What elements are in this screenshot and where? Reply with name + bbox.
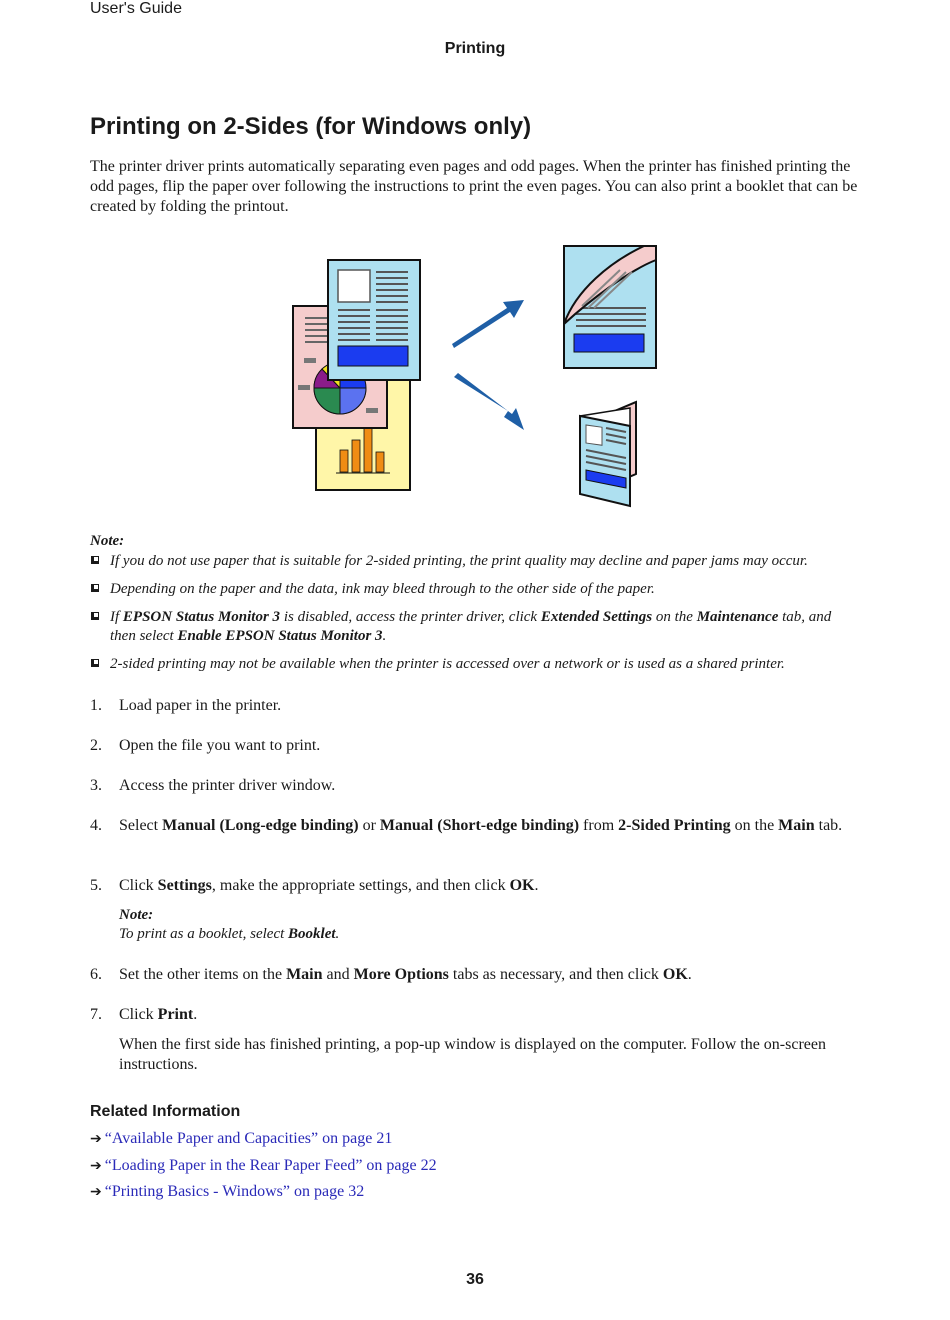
text: Select [119,817,163,834]
step-number: 1. [90,697,102,714]
bold-term: OK [509,877,535,894]
step-number: 3. [90,777,102,794]
step-text [119,876,864,896]
note-text: Depending on the paper and the data, ink may bleed through to the other side of the paper. [110,581,655,597]
two-sided-printing-illustration [280,240,680,515]
page-number: 36 [466,1271,484,1288]
text: on the [652,609,697,625]
bold-term: Extended Settings [540,609,653,625]
bold-term: 2-Sided Printing [618,817,731,834]
blue-text-page [328,260,420,380]
text: . [534,877,539,894]
related-link-text[interactable]: “Available Paper and Capacities” on page 21 [104,1130,393,1147]
note-label: Note: [90,533,125,549]
related-link-text[interactable]: “Printing Basics - Windows” on page 32 [104,1183,365,1200]
step-text: Load paper in the printer. [119,697,282,714]
related-link[interactable] [90,1183,364,1201]
step-text: Access the printer driver window. [119,777,336,794]
booklet-icon [580,402,636,506]
bold-term: Manual (Short-edge binding) [379,817,580,834]
step-number: 6. [90,966,102,983]
step-number: 2. [90,737,102,754]
text: on the [730,817,779,834]
note-block [90,533,860,683]
down-arrow-icon [454,373,524,430]
note-item [90,580,860,599]
bold-term: Settings [157,877,212,894]
section-header: Printing [444,40,506,57]
text: or [358,817,380,834]
step-text [119,965,864,985]
text: Click [119,877,158,894]
bold-term: Booklet [288,926,336,942]
step-note-label: Note: [119,907,154,923]
text: To print as a booklet, select [119,926,289,942]
step-note [119,906,859,944]
text: . [687,966,692,983]
note-item [90,608,860,646]
related-link-text[interactable]: “Loading Paper in the Rear Paper Feed” on page 22 [104,1157,437,1174]
step-text [119,816,864,836]
step-number: 7. [90,1006,102,1023]
related-link[interactable] [90,1157,437,1175]
page-title: Printing on 2-Sides (for Windows only) [90,113,532,140]
text: . [335,926,340,942]
text: is disabled, access the printer driver, click [280,609,541,625]
related-link[interactable] [90,1130,392,1148]
text: Set the other items on the [119,966,287,983]
step-number: 4. [90,817,102,834]
text: . [382,628,387,644]
intro-paragraph: The printer driver prints automatically separating even pages and odd pages. When the printer has finished printing the odd pages, flip the paper over following the instructions to print the even pages. You can also print a booklet that can be created by folding the printout. [90,158,858,215]
bold-term: Enable EPSON Status Monitor 3 [177,628,383,644]
text: , make the appropriate settings, and then click [211,877,510,894]
checkbox-bullet-icon [91,556,99,564]
bold-term: EPSON Status Monitor 3 [122,609,281,625]
note-text [110,609,831,644]
step-text: Open the file you want to print. [119,737,321,754]
text: from [579,817,619,834]
text: and [322,966,354,983]
bold-term: More Options [353,966,449,983]
step-note-text [119,925,859,944]
step-followup-text: When the first side has finished printing, a pop-up window is displayed on the computer. Follow the on-screen instructions. [119,1036,826,1073]
checkbox-bullet-icon [91,584,99,592]
right-arrow-icon: ➔ [90,1132,102,1147]
text: tab. [814,817,843,834]
related-information-heading: Related Information [90,1103,241,1120]
bold-term: OK [662,966,688,983]
note-text: If you do not use paper that is suitable for 2-sided printing, the print quality may decline and paper jams may occur. [110,553,808,569]
flipped-page-icon [564,246,656,368]
bold-term: Print [157,1006,194,1023]
step-text [119,1005,864,1025]
note-item [90,552,860,571]
bold-term: Manual (Long-edge binding) [162,817,359,834]
checkbox-bullet-icon [91,659,99,667]
bold-term: Main [286,966,323,983]
note-item [90,655,860,674]
text: tab, and then select [110,609,832,644]
bold-term: Maintenance [696,609,779,625]
text: Click [119,1006,158,1023]
text: If [110,609,123,625]
step-number: 5. [90,877,102,894]
right-arrow-icon: ➔ [90,1159,102,1174]
text: tabs as necessary, and then click [448,966,663,983]
right-arrow-icon: ➔ [90,1185,102,1200]
checkbox-bullet-icon [91,612,99,620]
note-text: 2-sided printing may not be available when the printer is accessed over a network or is used as a shared printer. [110,656,785,672]
bold-term: Main [778,817,815,834]
up-arrow-icon [452,300,524,348]
running-header: User's Guide [90,0,182,17]
text: . [193,1006,198,1023]
